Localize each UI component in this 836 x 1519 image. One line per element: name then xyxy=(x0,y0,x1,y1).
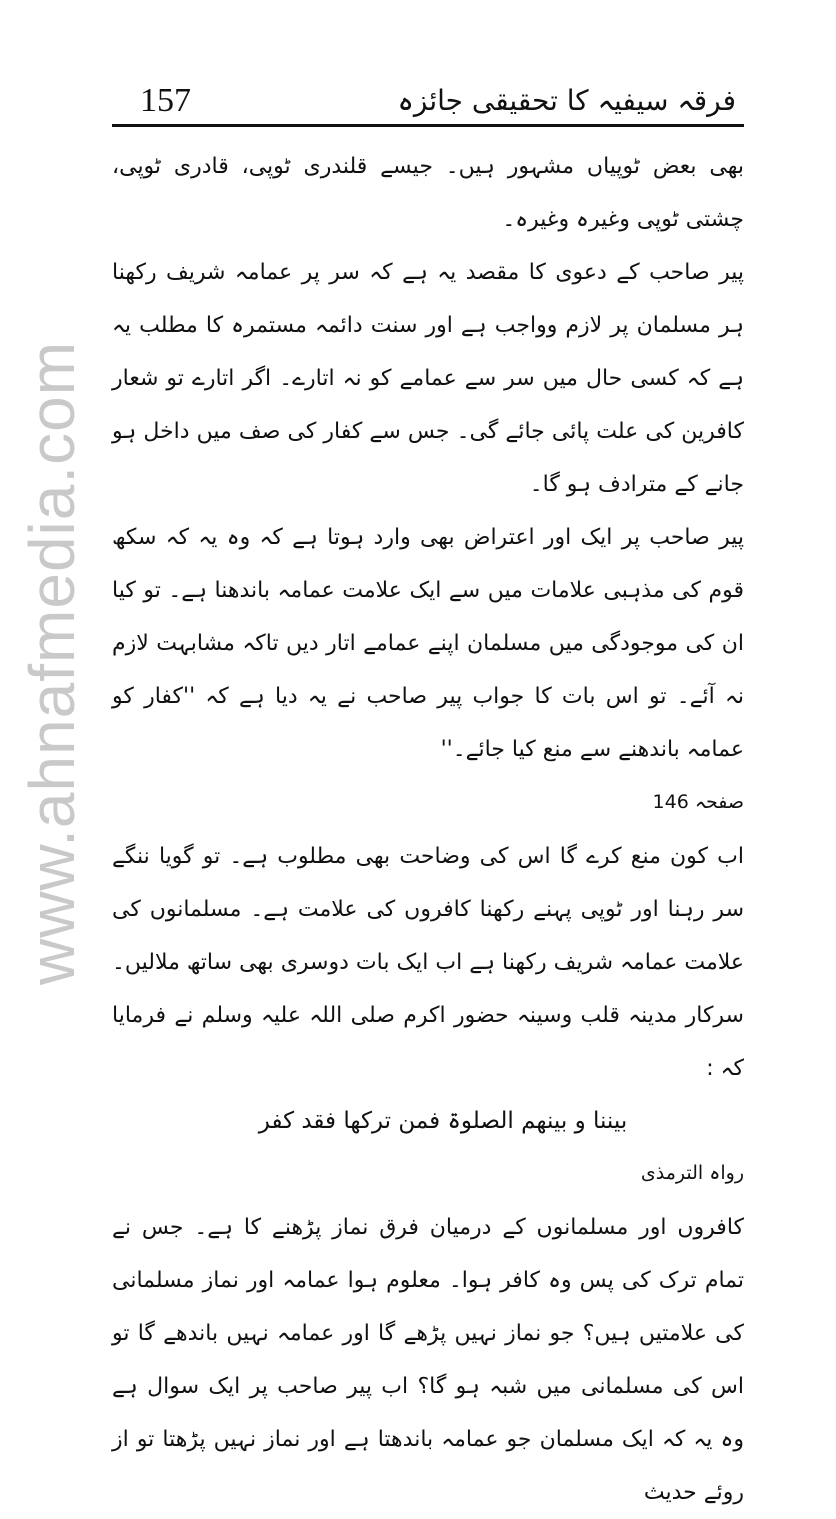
paragraph-3: پیر صاحب پر ایک اور اعتراض بھی وارد ہوتا ہے کہ وہ یہ کہ سکھ قوم کی مذہبی علامات میں سے ایک علامت عمامہ باندھنا ہے۔ تو کیا ان کی موجودگی میں مسلمان اپنے عمامے اتار دیں تاکہ مشابہت لازم نہ آئے۔ تو اس بات کا جواب پیر صاحب نے یہ دیا ہے کہ ''کفار کو عمامہ باندھنے سے منع کیا جائے۔'' xyxy=(112,525,744,762)
reference-tirmidhi: رواہ الترمذی xyxy=(640,1162,744,1184)
reference-page: صفحہ 146 xyxy=(652,791,744,813)
page-number: 157 xyxy=(140,82,191,119)
paragraph-2: پیر صاحب کے دعوی کا مقصد یہ ہے کہ سر پر عمامہ شریف رکھنا ہر مسلمان پر لازم وواجب ہے اور سنت دائمہ مستمرہ کا مطلب یہ ہے کہ کسی حال میں سر سے عمامے کو نہ اتارے۔ اگر اتارے تو شعار کافرین کی علت پائی جائے گی۔ جس سے کفار کی صف میں داخل ہو جانے کے مترادف ہو گا۔ xyxy=(112,260,744,497)
paragraph-1: بھی بعض ٹوپیاں مشہور ہیں۔ جیسے قلندری ٹوپی، قادری ٹوپی، چشتی ٹوپی وغیرہ وغیرہ۔ xyxy=(112,154,744,232)
header-rule xyxy=(112,124,744,127)
paragraph-5: کافروں اور مسلمانوں کے درمیان فرق نماز پڑھنے کا ہے۔ جس نے تمام ترک کی پس وہ کافر ہوا۔ معلوم ہوا عمامہ اور نماز مسلمانی کی علامتیں ہیں؟ جو نماز نہیں پڑھے گا اور عمامہ نہیں باندھے گا تو اس کی مسلمانی میں شبہ ہو گا؟ اب پیر صاحب پر ایک سوال ہے وہ یہ کہ ایک مسلمان جو عمامہ باندھتا ہے اور نماز نہیں پڑھتا تو از روئے حدیث xyxy=(112,1215,744,1505)
body-text xyxy=(112,140,744,1519)
watermark: www.ahnafmedia.com xyxy=(16,340,88,985)
hadith-text: بیننا و بینھم الصلوۃ فمن ترکھا فقد کفر xyxy=(258,1108,628,1134)
paragraph-4: اب کون منع کرے گا اس کی وضاحت بھی مطلوب ہے۔ تو گویا ننگے سر رہنا اور ٹوپی پہنے رکھنا کافروں کی علامت ہے۔ مسلمانوں کی علامت عمامہ شریف رکھنا ہے اب ایک بات دوسری بھی ساتھ ملالیں۔ سرکار مدینہ قلب وسینہ حضور اکرم صلی اللہ علیہ وسلم نے فرمایا کہ : xyxy=(112,844,744,1081)
running-title: فرقہ سیفیہ کا تحقیقی جائزہ xyxy=(397,84,736,117)
